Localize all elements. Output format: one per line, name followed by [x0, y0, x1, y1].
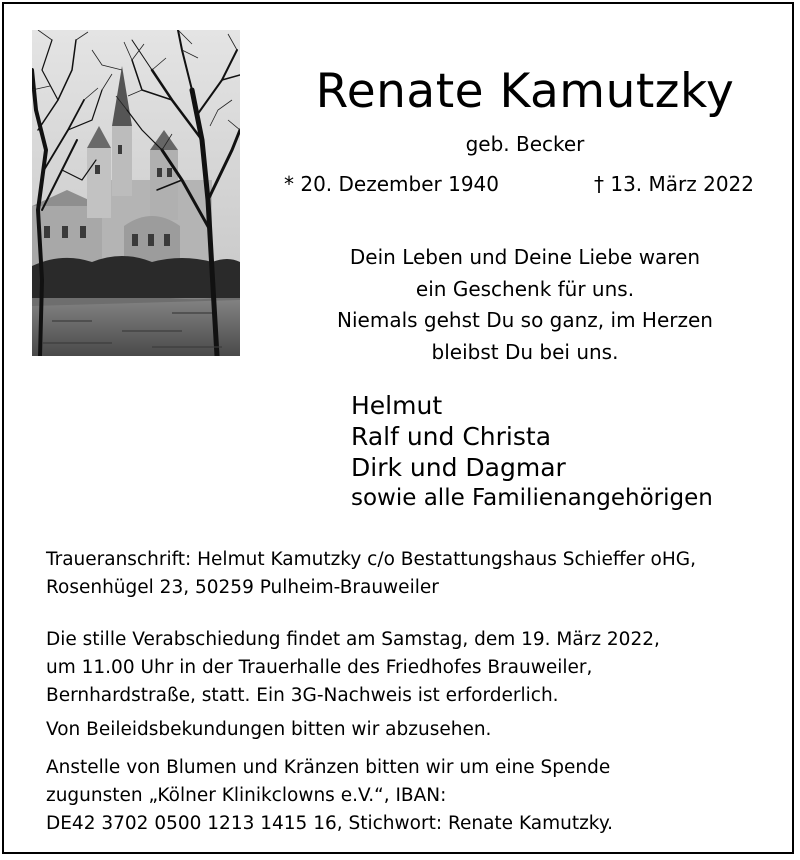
address-line: Traueranschrift: Helmut Kamutzky c/o Bestattungshaus Schieffer oHG, [46, 549, 696, 570]
birth-date: * 20. Dezember 1940 [284, 172, 499, 196]
farewell-info [46, 626, 786, 710]
donation-line: zugunsten „Kölner Klinikclowns e.V.“, IBAN: [46, 785, 447, 806]
church-photo [32, 30, 240, 356]
verse-line: Niemals gehst Du so ganz, im Herzen [337, 308, 713, 332]
mourner-name: sowie alle Familienangehörigen [351, 485, 713, 511]
donation-line: DE42 3702 0500 1213 1415 16, Stichwort: Renate Kamutzky. [46, 813, 614, 834]
mourners-list [351, 390, 713, 514]
mourner-name: Dirk und Dagmar [351, 453, 566, 482]
verse-line: Dein Leben und Deine Liebe waren [349, 245, 701, 269]
farewell-line: Die stille Verabschiedung findet am Samstag, dem 19. März 2022, [46, 629, 660, 650]
farewell-line: Bernhardstraße, statt. Ein 3G-Nachweis ist erforderlich. [46, 685, 559, 706]
condolences-line: Von Beileidsbekundungen bitten wir abzusehen. [46, 719, 492, 740]
deceased-name: Renate Kamutzky [315, 64, 735, 119]
donation-info [46, 754, 786, 838]
mourner-name: Helmut [351, 391, 443, 420]
death-date: † 13. März 2022 [594, 172, 755, 196]
mourning-address [46, 546, 786, 602]
condolences-note [46, 716, 786, 744]
verse-line: ein Geschenk für uns. [415, 276, 635, 301]
verse-line: bleibst Du bei uns. [431, 339, 619, 364]
farewell-line: um 11.00 Uhr in der Trauerhalle des Friedhofes Brauweiler, [46, 657, 593, 678]
maiden-name: geb. Becker [465, 132, 585, 156]
mourner-name: Ralf und Christa [351, 422, 552, 451]
memorial-verse [260, 242, 790, 368]
donation-line: Anstelle von Blumen und Kränzen bitten wir um eine Spende [46, 757, 611, 778]
address-line: Rosenhügel 23, 50259 Pulheim-Brauweiler [46, 577, 439, 598]
